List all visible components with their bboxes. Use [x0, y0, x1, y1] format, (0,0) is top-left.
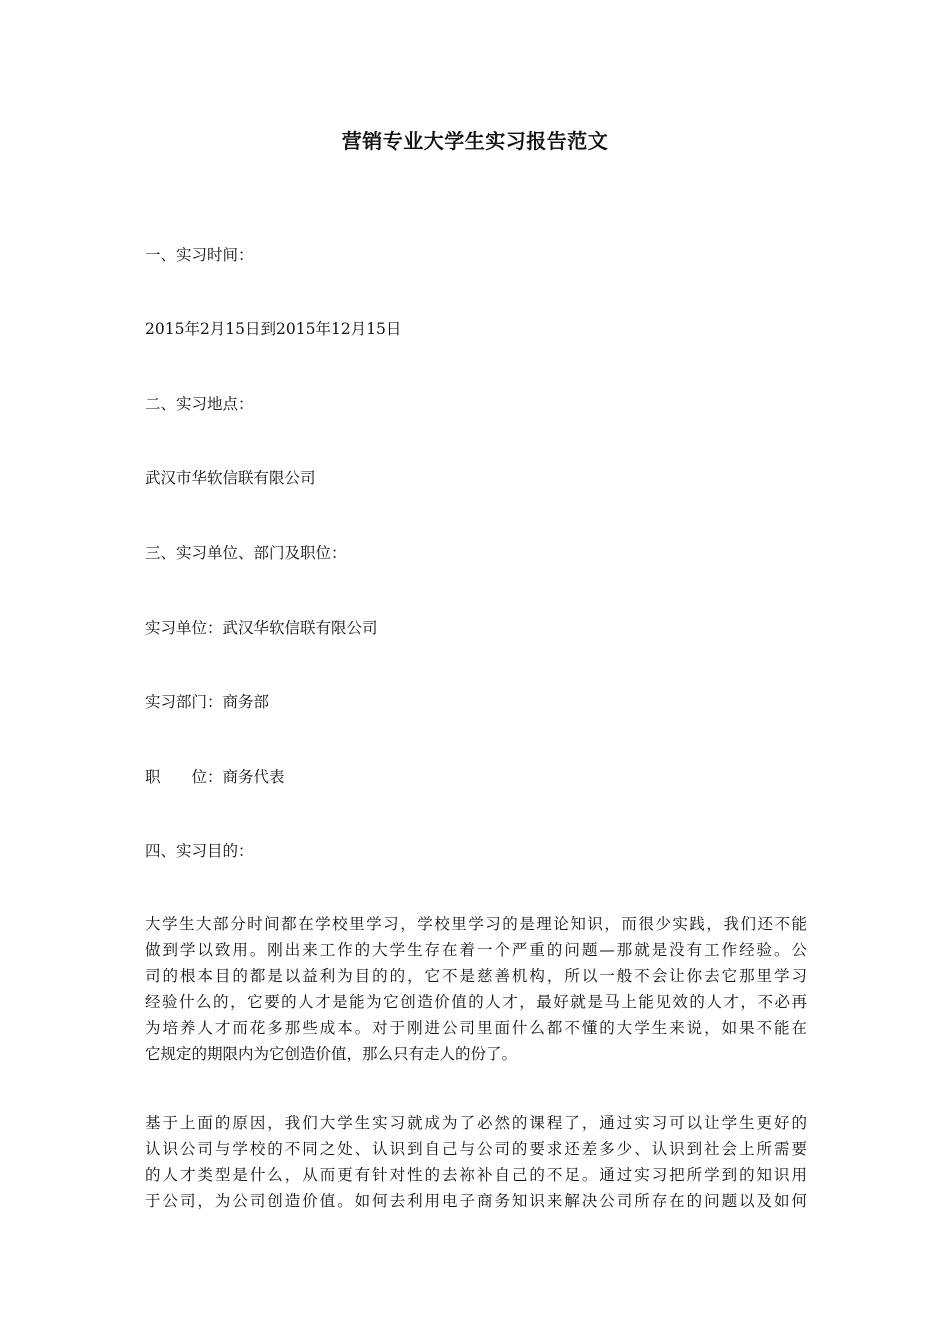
internship-unit: 实习单位：武汉华软信联有限公司 — [145, 619, 378, 637]
paragraph-line: 司的根本目的都是以益利为目的的，它不是慈善机构，所以一般不会让你去它那里学习 — [145, 967, 807, 985]
section-heading-unit: 三、实习单位、部门及职位： — [145, 544, 347, 562]
internship-period: 2015年2月15日到2015年12月15日 — [145, 320, 402, 338]
paragraph-line: 为培养人才而花多那些成本。对于刚进公司里面什么都不懂的大学生来说，如果不能在 — [145, 1019, 807, 1037]
section-heading-purpose: 四、实习目的： — [145, 842, 254, 860]
paragraph-line: 认识公司与学校的不同之处、认识到自己与公司的要求还差多少、认识到社会上所需要 — [145, 1140, 807, 1158]
paragraph-line: 它规定的期限内为它创造价值，那么只有走人的份了。 — [145, 1045, 518, 1063]
document-title: 营销专业大学生实习报告范文 — [341, 129, 609, 153]
internship-position: 职 位：商务代表 — [145, 768, 285, 786]
internship-department: 实习部门：商务部 — [145, 693, 270, 711]
paragraph-line: 的人才类型是什么，从而更有针对性的去祢补自己的不足。通过实习把所学到的知识用 — [145, 1166, 807, 1184]
paragraph-line: 基于上面的原因，我们大学生实习就成为了必然的课程了，通过实习可以让学生更好的 — [145, 1114, 807, 1132]
paragraph-line: 于公司，为公司创造价值。如何去利用电子商务知识来解决公司所存在的问题以及如何 — [145, 1192, 807, 1210]
paragraph-line: 经验什么的，它要的人才是能为它创造价值的人才，最好就是马上能见效的人才，不必再 — [145, 993, 807, 1011]
paragraph-line: 做到学以致用。刚出来工作的大学生存在着一个严重的问题—那就是没有工作经验。公 — [145, 941, 807, 959]
section-heading-location: 二、实习地点： — [145, 395, 254, 413]
paragraph-line: 大学生大部分时间都在学校里学习，学校里学习的是理论知识，而很少实践，我们还不能 — [145, 915, 807, 933]
purpose-paragraph-1 — [145, 911, 807, 1067]
section-heading-time: 一、实习时间： — [145, 246, 254, 264]
internship-location: 武汉市华软信联有限公司 — [145, 469, 316, 487]
purpose-paragraph-2 — [145, 1110, 807, 1214]
